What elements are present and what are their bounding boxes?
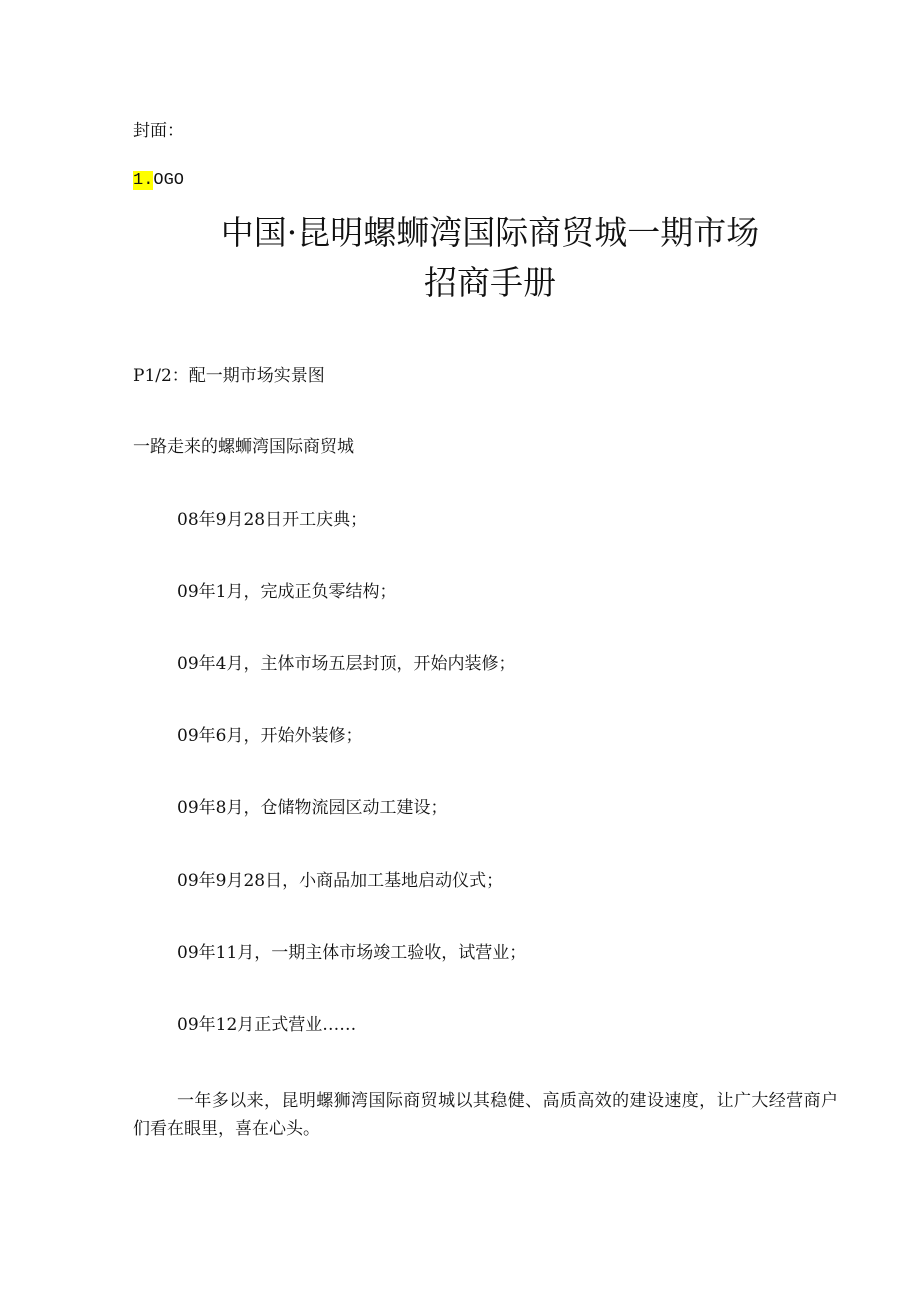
logo-placeholder (133, 171, 184, 191)
section-heading: 一路走来的螺蛳湾国际商贸城 (133, 437, 354, 457)
milestone-item: 09年11月，一期主体市场竣工验收，试营业； (177, 943, 527, 963)
document-title (0, 208, 920, 308)
milestone-item: 09年1月，完成正负零结构； (177, 582, 397, 602)
title-line-1: 中国·昆明螺蛳湾国际商贸城一期市场 (220, 213, 760, 252)
milestone-item: 09年4月，主体市场五层封顶，开始内装修； (177, 654, 516, 674)
milestone-item: 09年6月，开始外装修； (177, 726, 363, 746)
page-reference: P1/2：配一期市场实景图 (133, 366, 325, 386)
cover-label: 封面： (133, 121, 184, 141)
milestone-item: 09年12月正式营业…… (177, 1015, 357, 1035)
logo-highlighted-text: 1. (133, 171, 154, 190)
milestone-item: 09年9月28日，小商品加工基地启动仪式； (177, 871, 504, 891)
title-line-2: 招商手册 (424, 263, 556, 302)
logo-text: OGO (153, 171, 185, 190)
body-paragraph: 一年多以来，昆明螺狮湾国际商贸城以其稳健、高质高效的建设速度，让广大经营商户们看在眼里，喜在心头。 (133, 1091, 838, 1139)
milestone-item: 09年8月，仓储物流园区动工建设； (177, 798, 448, 818)
milestone-item: 08年9月28日开工庆典； (177, 510, 368, 530)
